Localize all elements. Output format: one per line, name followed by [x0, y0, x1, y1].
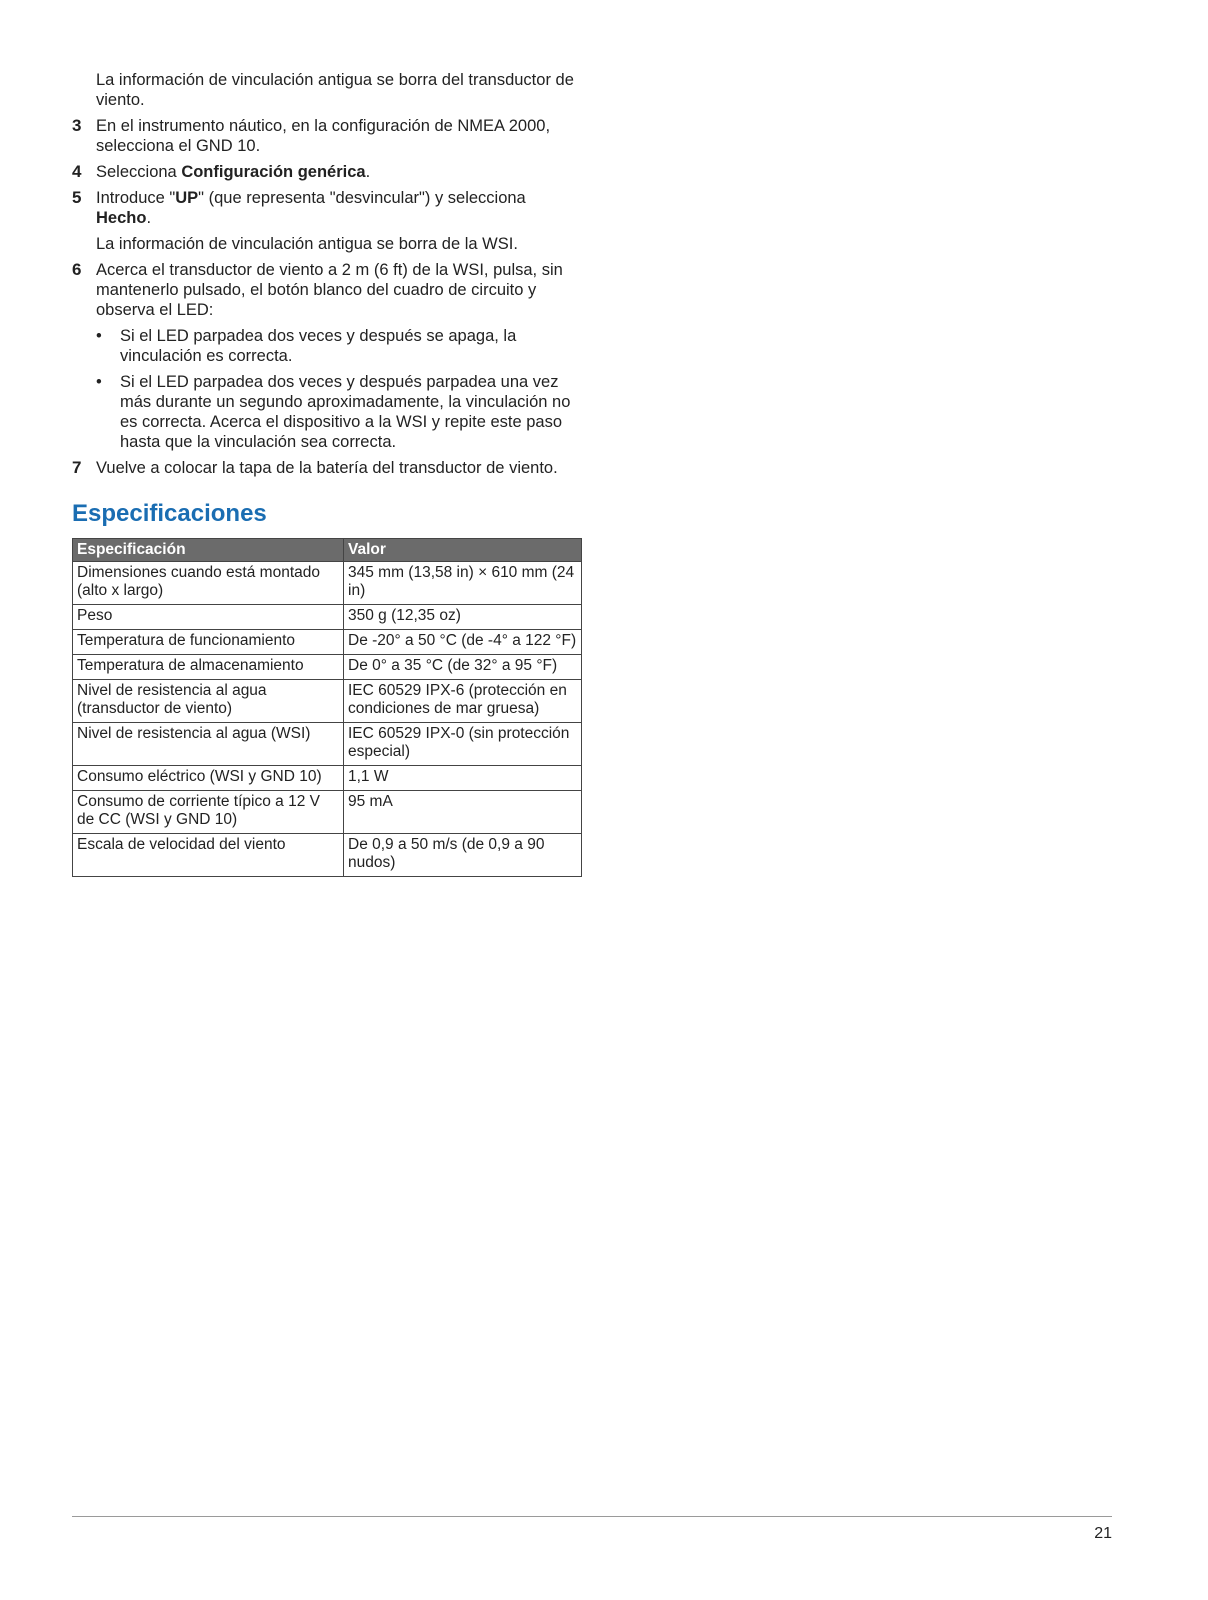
table-cell-value: 350 g (12,35 oz) — [344, 605, 582, 630]
table-cell-spec: Escala de velocidad del viento — [73, 834, 344, 877]
table-cell-spec: Peso — [73, 605, 344, 630]
table-row — [73, 791, 582, 834]
table-cell-value: 345 mm (13,58 in) × 610 mm (24 in) — [344, 562, 582, 605]
table-cell-spec: Temperatura de almacenamiento — [73, 655, 344, 680]
step-6 — [72, 260, 582, 320]
table-cell-spec: Consumo de corriente típico a 12 V de CC (WSI y GND 10) — [73, 791, 344, 834]
page-number: 21 — [1094, 1525, 1112, 1542]
table-row — [73, 562, 582, 605]
step-text: Vuelve a colocar la tapa de la batería del transductor de viento. — [96, 459, 558, 477]
table-cell-value: IEC 60529 IPX-6 (protección en condiciones de mar gruesa) — [344, 680, 582, 723]
table-header-spec: Especificación — [73, 539, 344, 562]
bullet-dot: • — [96, 327, 102, 345]
table-cell-value: 95 mA — [344, 791, 582, 834]
bullet-item — [72, 326, 582, 366]
main-column — [72, 70, 582, 877]
step-text: Selecciona — [96, 163, 182, 181]
section-title: Especificaciones — [72, 500, 267, 527]
step-text: Introduce " — [96, 189, 176, 207]
step-5-note: La información de vinculación antigua se borra de la WSI. — [96, 235, 518, 253]
step-number: 4 — [72, 162, 82, 181]
specs-table — [72, 538, 582, 877]
step-text-end: . — [365, 163, 371, 181]
bullet-item — [72, 372, 582, 452]
step-text-middle: " (que representa "desvincular") y selecciona — [198, 189, 526, 207]
bullet-text: Si el LED parpadea dos veces y después se apaga, la vinculación es correcta. — [120, 327, 517, 365]
table-cell-value: 1,1 W — [344, 766, 582, 791]
table-row — [73, 630, 582, 655]
step-4 — [72, 162, 582, 182]
table-cell-spec: Nivel de resistencia al agua (transductor de viento) — [73, 680, 344, 723]
intro-note: La información de vinculación antigua se borra del transductor de viento. — [96, 71, 574, 109]
table-cell-spec: Nivel de resistencia al agua (WSI) — [73, 723, 344, 766]
step-bold-term: Configuración genérica — [181, 163, 366, 181]
step-5 — [72, 188, 582, 228]
step-number: 6 — [72, 260, 82, 279]
step-7 — [72, 458, 582, 478]
step-text: En el instrumento náutico, en la configuración de NMEA 2000, selecciona el GND 10. — [96, 117, 551, 155]
table-cell-spec: Consumo eléctrico (WSI y GND 10) — [73, 766, 344, 791]
table-header-value: Valor — [344, 539, 582, 562]
step-number: 3 — [72, 116, 82, 135]
table-row — [73, 834, 582, 877]
step-3 — [72, 116, 582, 156]
bullet-text: Si el LED parpadea dos veces y después parpadea una vez más durante un segundo aproximadamente, la vinculación no es correcta. Acerca el dispositivo a la WSI y repite este paso hasta que la vinculación sea correcta. — [120, 373, 571, 451]
table-header-row — [73, 539, 582, 562]
table-cell-spec: Temperatura de funcionamiento — [73, 630, 344, 655]
table-cell-value: IEC 60529 IPX-0 (sin protección especial) — [344, 723, 582, 766]
step-text-end: . — [146, 209, 152, 227]
footer-divider — [72, 1516, 1112, 1517]
step-number: 7 — [72, 458, 82, 477]
step-bold-term-2: Hecho — [96, 209, 147, 227]
table-row — [73, 766, 582, 791]
step-number: 5 — [72, 188, 82, 207]
table-cell-value: De 0° a 35 °C (de 32° a 95 °F) — [344, 655, 582, 680]
step-text: Acerca el transductor de viento a 2 m (6 ft) de la WSI, pulsa, sin mantenerlo pulsado, el botón blanco del cuadro de circuito y observa el LED: — [96, 261, 563, 319]
table-cell-value: De -20° a 50 °C (de -4° a 122 °F) — [344, 630, 582, 655]
step-bold-term: UP — [175, 189, 199, 207]
table-cell-spec: Dimensiones cuando está montado (alto x largo) — [73, 562, 344, 605]
table-row — [73, 680, 582, 723]
bullet-dot: • — [96, 373, 102, 391]
table-row — [73, 655, 582, 680]
table-cell-value: De 0,9 a 50 m/s (de 0,9 a 90 nudos) — [344, 834, 582, 877]
table-row — [73, 605, 582, 630]
table-row — [73, 723, 582, 766]
